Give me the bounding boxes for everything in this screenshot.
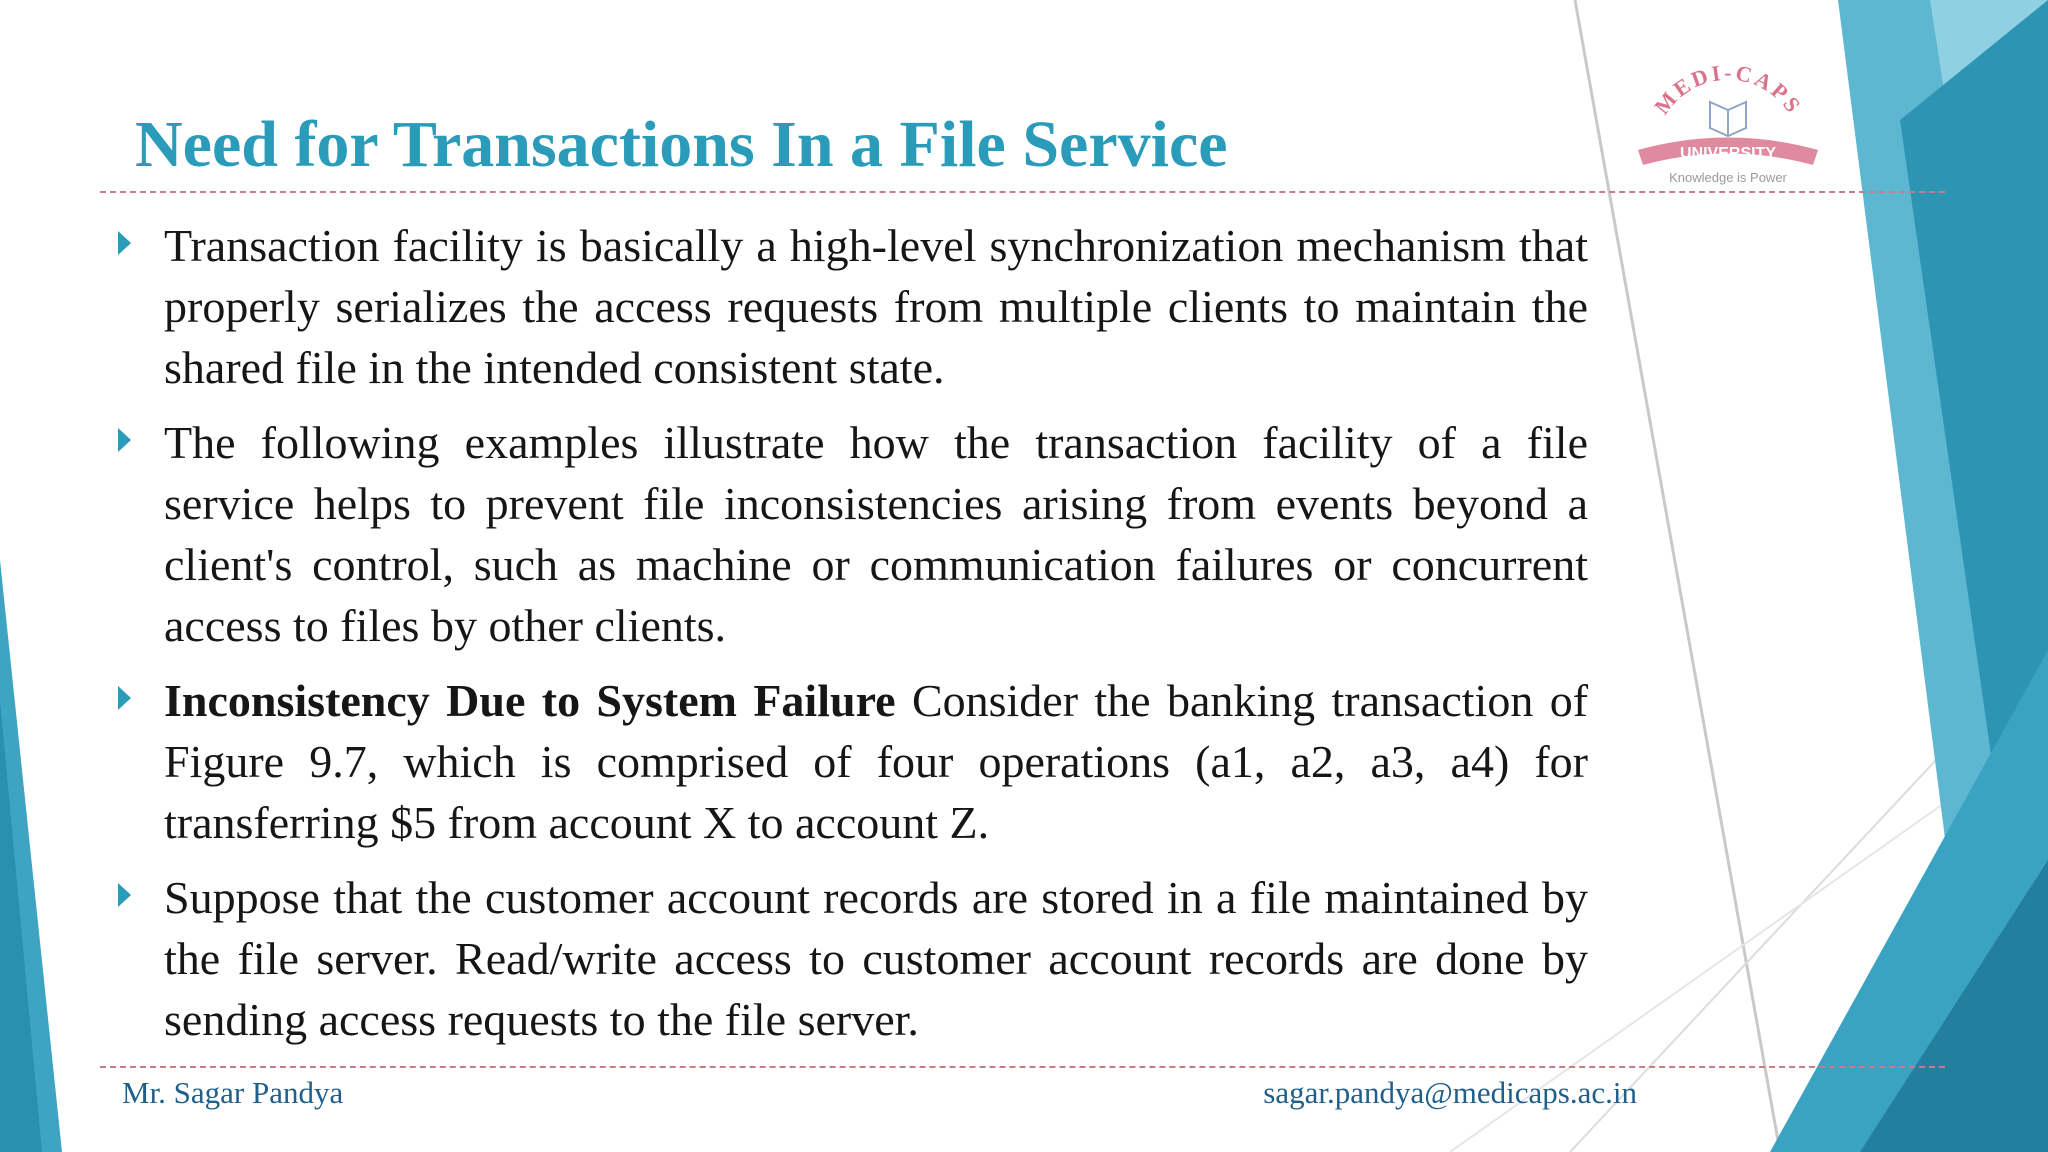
bullet-body-text: Suppose that the customer account records are stored in a file maintained by the file server. Read/write access to customer account records are done by sending access requests to the file server. [164, 872, 1588, 1045]
bullet-arrow-icon [118, 428, 131, 452]
bullet-bold-text: Inconsistency Due to System Failure [164, 675, 896, 726]
bullet-body-text: Transaction facility is basically a high-level synchronization mechanism that properly serializes the access requests from multiple clients to maintain the shared file in the intended consistent state. [164, 220, 1588, 393]
logo-tagline: Knowledge is Power [1669, 170, 1787, 185]
bullet-arrow-icon [118, 231, 131, 255]
bullet-body-text: The following examples illustrate how the transaction facility of a file service helps to prevent file inconsistencies arising from events beyond a client's control, such as machine or communication failures or concurrent access to files by other clients. [164, 417, 1588, 651]
bullet-text [164, 670, 1588, 853]
logo-name: MEDI-CAPS [1649, 59, 1808, 120]
bullet-text [164, 215, 1588, 398]
logo-ribbon-text: UNIVERSITY [1679, 145, 1777, 162]
top-divider [100, 191, 1945, 193]
bullet-item [118, 670, 1588, 853]
bullet-text [164, 412, 1588, 656]
slide-title: Need for Transactions In a File Service [135, 108, 1228, 181]
bullet-item [118, 412, 1588, 656]
footer-email: sagar.pandya@medicaps.ac.in [1263, 1075, 1637, 1110]
bullet-item [118, 215, 1588, 398]
bottom-divider [100, 1066, 1945, 1068]
bullet-body-text: Consider the banking transaction of Figure 9.7, which is comprised of four operations (a1, a2, a3, a4) for transferring $5 from account X to account Z. [164, 675, 1589, 848]
footer-author: Mr. Sagar Pandya [122, 1075, 344, 1110]
bullet-list [118, 215, 1588, 1064]
bullet-arrow-icon [118, 883, 131, 907]
bullet-text [164, 867, 1588, 1050]
bullet-arrow-icon [118, 686, 131, 710]
bullet-item [118, 867, 1588, 1050]
university-logo [1618, 30, 1838, 190]
